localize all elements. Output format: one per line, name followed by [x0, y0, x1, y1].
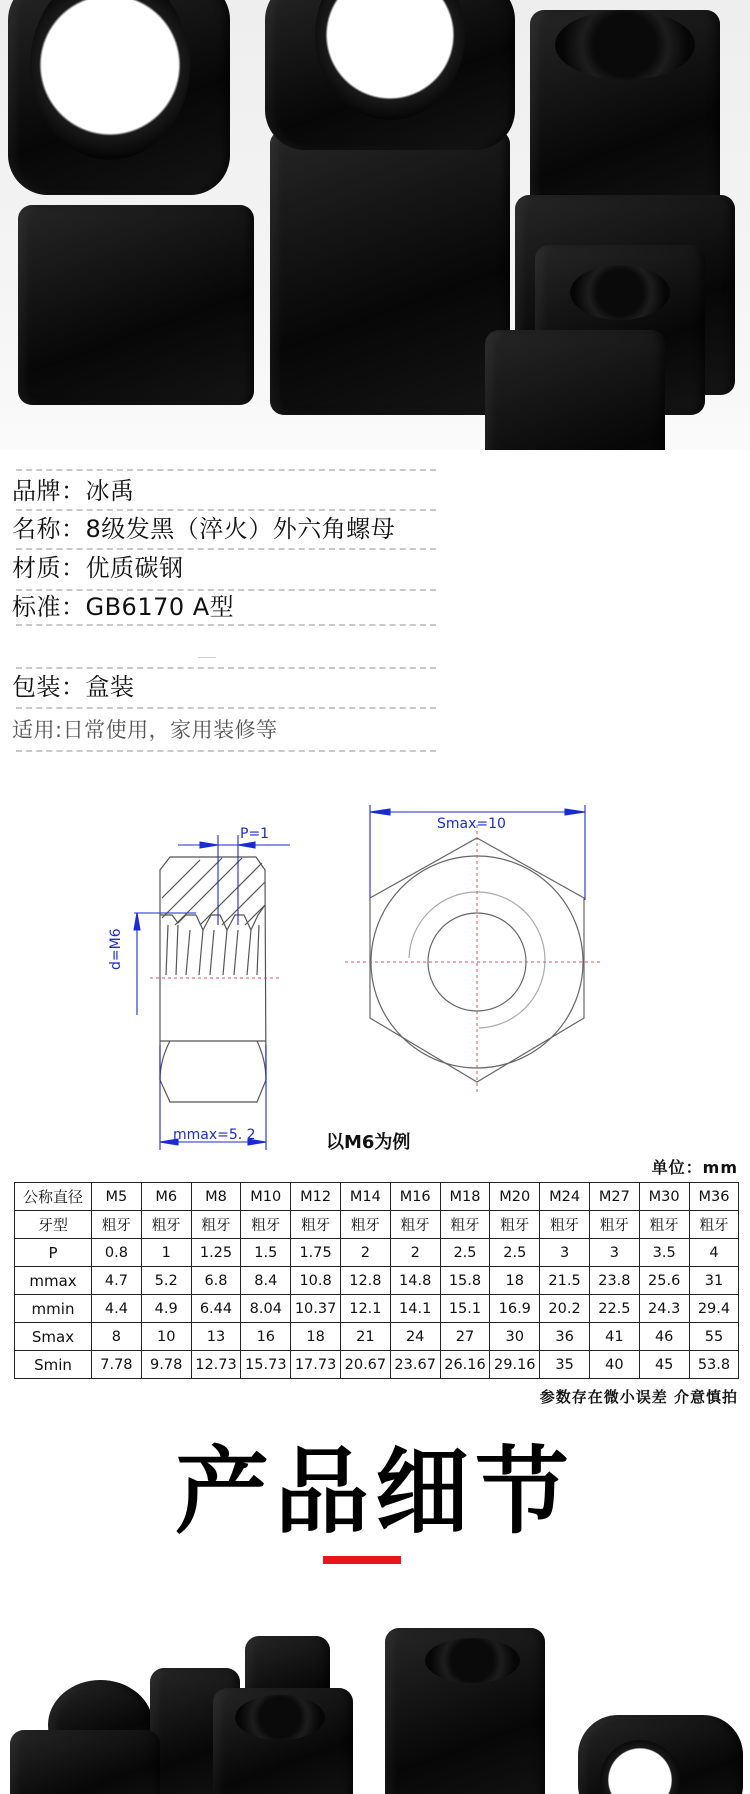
nut-hole	[570, 265, 670, 320]
table-cell: 粗牙	[490, 1211, 540, 1239]
divider	[16, 624, 436, 626]
table-cell: M12	[291, 1183, 341, 1211]
table-cell: 粗牙	[589, 1211, 639, 1239]
table-cell: M24	[540, 1183, 590, 1211]
table-cell: 2	[340, 1239, 390, 1267]
table-cell: 21	[340, 1323, 390, 1351]
table-cell: 53.8	[689, 1351, 739, 1379]
table-cell: 8.4	[241, 1267, 291, 1295]
spec-standard: 标准：GB6170 A型	[12, 593, 235, 621]
table-cell: 15.1	[440, 1295, 490, 1323]
table-cell: 29.16	[490, 1351, 540, 1379]
table-cell: 粗牙	[191, 1211, 241, 1239]
table-cell: 18	[490, 1267, 540, 1295]
table-cell: 粗牙	[689, 1211, 739, 1239]
divider	[198, 657, 216, 658]
table-cell: 1.25	[191, 1239, 241, 1267]
table-cell: 粗牙	[390, 1211, 440, 1239]
table-cell: 22.5	[589, 1295, 639, 1323]
table-cell: 25.6	[639, 1267, 689, 1295]
table-cell: 粗牙	[340, 1211, 390, 1239]
table-cell: 15.73	[241, 1351, 291, 1379]
title-underline	[323, 1556, 401, 1564]
diameter-label: d=M6	[108, 928, 124, 970]
table-cell: 7.78	[92, 1351, 142, 1379]
side-view	[160, 857, 266, 1102]
section-title: 产品细节	[174, 1438, 575, 1547]
table-cell: 3.5	[639, 1239, 689, 1267]
divider	[16, 750, 436, 752]
table-cell: M14	[340, 1183, 390, 1211]
table-cell: 24	[390, 1323, 440, 1351]
table-cell: 10.8	[291, 1267, 341, 1295]
table-cell: 5.2	[141, 1267, 191, 1295]
nut-shape	[10, 1730, 160, 1794]
table-cell: M5	[92, 1183, 142, 1211]
row-header: Smax	[15, 1323, 92, 1351]
table-cell: 4.4	[92, 1295, 142, 1323]
table-cell: 55	[689, 1323, 739, 1351]
table-cell: 12.8	[340, 1267, 390, 1295]
table-cell: 14.8	[390, 1267, 440, 1295]
divider	[16, 667, 436, 669]
spec-packaging: 包装：盒装	[12, 673, 135, 701]
table-cell: 15.8	[440, 1267, 490, 1295]
table-cell: M20	[490, 1183, 540, 1211]
pitch-label: P=1	[240, 826, 270, 842]
nut-hole	[425, 1638, 520, 1683]
drawing-caption: 以M6为例	[326, 1132, 411, 1153]
divider	[16, 469, 436, 471]
table-cell: 0.8	[92, 1239, 142, 1267]
table-cell: 3	[589, 1239, 639, 1267]
nut-shape	[485, 330, 665, 450]
table-cell: 40	[589, 1351, 639, 1379]
table-cell: 21.5	[540, 1267, 590, 1295]
product-photo-top	[0, 0, 750, 450]
smax-label: Smax=10	[437, 816, 506, 832]
table-cell: M8	[191, 1183, 241, 1211]
table-cell: 23.67	[390, 1351, 440, 1379]
nut-hole	[235, 1695, 325, 1740]
table-cell: 18	[291, 1323, 341, 1351]
table-cell: 36	[540, 1323, 590, 1351]
table-row	[15, 1267, 739, 1295]
table-row	[15, 1239, 739, 1267]
table-cell: 6.8	[191, 1267, 241, 1295]
table-cell: 30	[490, 1323, 540, 1351]
table-cell: 1.75	[291, 1239, 341, 1267]
divider	[16, 548, 436, 550]
table-cell: 45	[639, 1351, 689, 1379]
spec-brand: 品牌：冰禹	[12, 477, 135, 505]
divider	[16, 589, 436, 591]
table-cell: 46	[639, 1323, 689, 1351]
table-cell: 6.44	[191, 1295, 241, 1323]
table-cell: 粗牙	[540, 1211, 590, 1239]
table-cell: M10	[241, 1183, 291, 1211]
table-cell: 41	[589, 1323, 639, 1351]
table-cell: M36	[689, 1183, 739, 1211]
row-header: mmin	[15, 1295, 92, 1323]
table-cell: 4	[689, 1239, 739, 1267]
table-cell: 20.2	[540, 1295, 590, 1323]
nut-hole	[555, 10, 695, 80]
mmax-label: mmax=5. 2	[173, 1127, 256, 1143]
table-row	[15, 1351, 739, 1379]
table-cell: 粗牙	[291, 1211, 341, 1239]
tolerance-note: 参数存在微小误差 介意慎拍	[539, 1388, 738, 1406]
divider	[16, 509, 436, 511]
unit-label: 单位：mm	[651, 1158, 738, 1177]
divider	[16, 707, 436, 709]
nut-shape	[18, 205, 254, 405]
table-cell: 31	[689, 1267, 739, 1295]
table-cell: 26.16	[440, 1351, 490, 1379]
row-header: Smin	[15, 1351, 92, 1379]
table-cell: 粗牙	[241, 1211, 291, 1239]
spec-table	[14, 1182, 739, 1379]
table-cell: 9.78	[141, 1351, 191, 1379]
table-cell: 12.73	[191, 1351, 241, 1379]
table-cell: 20.67	[340, 1351, 390, 1379]
table-cell: 29.4	[689, 1295, 739, 1323]
product-photo-bottom	[0, 1580, 750, 1794]
table-cell: 10	[141, 1323, 191, 1351]
table-cell: 24.3	[639, 1295, 689, 1323]
row-header: mmax	[15, 1267, 92, 1295]
table-row	[15, 1211, 739, 1239]
table-cell: 2.5	[490, 1239, 540, 1267]
table-cell: M27	[589, 1183, 639, 1211]
table-cell: 8	[92, 1323, 142, 1351]
table-cell: 粗牙	[92, 1211, 142, 1239]
table-cell: 4.9	[141, 1295, 191, 1323]
row-header: P	[15, 1239, 92, 1267]
table-cell: 10.37	[291, 1295, 341, 1323]
table-row	[15, 1183, 739, 1211]
table-cell: 粗牙	[141, 1211, 191, 1239]
table-cell: 23.8	[589, 1267, 639, 1295]
table-cell: 35	[540, 1351, 590, 1379]
table-cell: 14.1	[390, 1295, 440, 1323]
table-cell: 粗牙	[639, 1211, 689, 1239]
table-cell: 2.5	[440, 1239, 490, 1267]
nut-shape	[270, 130, 510, 415]
table-cell: M30	[639, 1183, 689, 1211]
table-cell: 8.04	[241, 1295, 291, 1323]
table-cell: 2	[390, 1239, 440, 1267]
technical-drawing	[0, 780, 750, 1150]
table-cell: M18	[440, 1183, 490, 1211]
table-cell: 16	[241, 1323, 291, 1351]
table-cell: 3	[540, 1239, 590, 1267]
spec-material: 材质：优质碳钢	[12, 554, 184, 582]
table-row	[15, 1323, 739, 1351]
table-cell: 16.9	[490, 1295, 540, 1323]
table-cell: 1	[141, 1239, 191, 1267]
table-cell: 1.5	[241, 1239, 291, 1267]
table-row	[15, 1295, 739, 1323]
table-cell: 12.1	[340, 1295, 390, 1323]
table-cell: 27	[440, 1323, 490, 1351]
table-cell: 4.7	[92, 1267, 142, 1295]
table-cell: 13	[191, 1323, 241, 1351]
table-cell: M16	[390, 1183, 440, 1211]
table-cell: 粗牙	[440, 1211, 490, 1239]
table-cell: M6	[141, 1183, 191, 1211]
table-cell: 17.73	[291, 1351, 341, 1379]
spec-usage: 适用:日常使用，家用装修等	[12, 718, 278, 742]
row-header: 公称直径	[15, 1183, 92, 1211]
spec-name: 名称：8级发黑（淬火）外六角螺母	[12, 515, 396, 543]
row-header: 牙型	[15, 1211, 92, 1239]
